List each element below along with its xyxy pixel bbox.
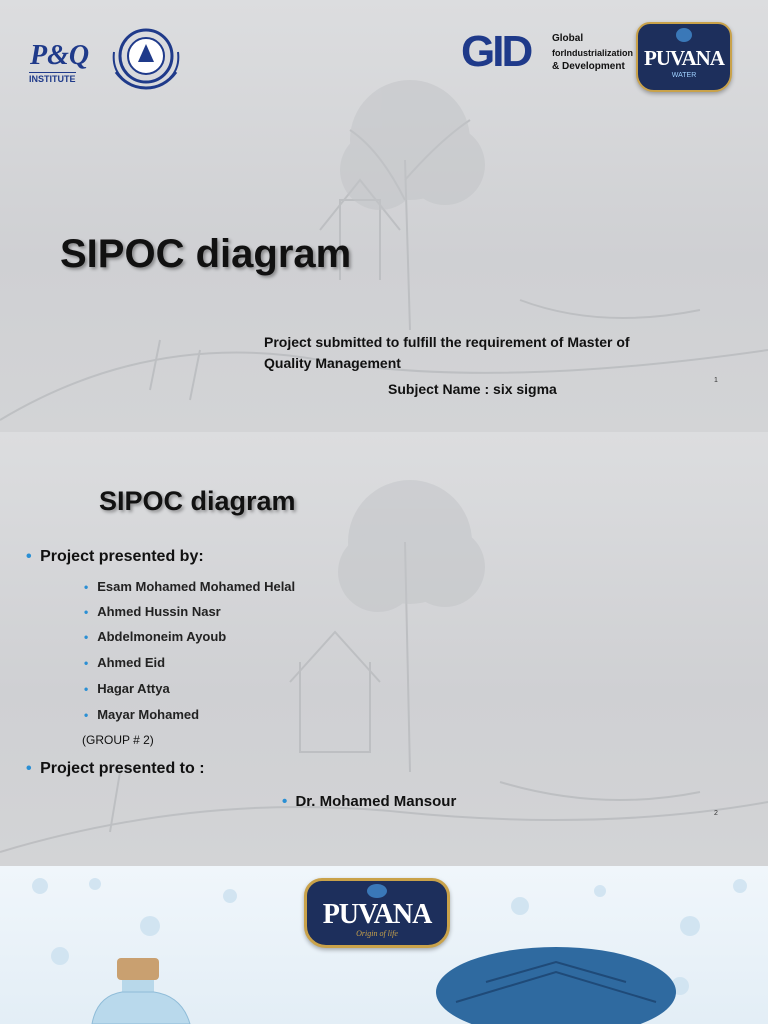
gid-logo-line-3: & Development	[552, 61, 625, 72]
slide-1	[0, 0, 768, 432]
slide-2	[0, 432, 768, 866]
bullet-icon: •	[84, 708, 89, 722]
bullet-icon: •	[84, 580, 89, 594]
project-description-line-2: Quality Management	[264, 355, 401, 371]
gid-logo-mark: GID	[461, 27, 531, 76]
puvana-brand-logo	[304, 878, 450, 948]
bullet-icon: •	[26, 760, 32, 777]
tree-icon	[426, 932, 686, 1024]
list-item	[84, 655, 165, 670]
list-item	[84, 579, 295, 594]
bullet-icon: •	[84, 605, 89, 619]
subject-name: Subject Name : six sigma	[388, 381, 557, 397]
puvana-tagline: Origin of life	[356, 929, 398, 938]
member-name: Ahmed Eid	[97, 655, 166, 670]
slide-1-title: SIPOC diagram	[60, 232, 352, 276]
bullet-icon: •	[26, 548, 32, 565]
bullet-icon: •	[84, 656, 89, 670]
bullet-icon: •	[84, 682, 89, 696]
page-number-1: 1	[714, 377, 718, 384]
water-bottle-image	[72, 956, 222, 1024]
list-item	[84, 604, 221, 619]
supervisor	[282, 793, 456, 810]
bullet-icon: •	[282, 793, 288, 810]
list-item	[84, 629, 226, 644]
gid-logo-line-2: forIndustrialization	[552, 48, 633, 58]
slide-3	[0, 866, 768, 1024]
presented-by-heading	[26, 548, 204, 566]
slide-2-title: SIPOC diagram	[99, 486, 296, 516]
member-name: Abdelmoneim Ayoub	[97, 629, 227, 644]
member-name: Esam Mohamed Mohamed Helal	[97, 579, 296, 594]
pq-institute-logo	[26, 40, 96, 86]
gid-logo	[461, 28, 631, 78]
member-name: Ahmed Hussin Nasr	[97, 604, 221, 619]
gid-logo-line-1: Global	[552, 33, 584, 44]
project-description	[264, 332, 630, 374]
puvana-logo-top	[636, 22, 732, 92]
pq-logo-subtext: INSTITUTE	[29, 74, 76, 84]
member-name: Hagar Attya	[97, 681, 170, 696]
puvana-logo-subtext: WATER	[671, 72, 697, 79]
group-label: (GROUP # 2)	[82, 733, 154, 747]
project-description-line-1: Project submitted to fulfill the requirement of Master of	[264, 334, 630, 350]
presented-to-label: Project presented to :	[40, 760, 205, 777]
list-item	[84, 681, 170, 696]
supervisor-name: Dr. Mohamed Mansour	[295, 793, 457, 810]
member-name: Mayar Mohamed	[97, 707, 200, 722]
presented-by-label: Project presented by:	[40, 548, 204, 565]
puvana-brand-text: PUVANA	[322, 899, 432, 930]
university-seal-icon	[108, 22, 184, 94]
pq-logo-text: P&Q	[30, 40, 90, 71]
presented-to-heading	[26, 760, 205, 778]
puvana-logo-text: PUVANA	[644, 46, 724, 70]
bullet-icon: •	[84, 630, 89, 644]
list-item	[84, 707, 199, 722]
gid-logo-text	[552, 32, 633, 74]
tree-icon	[676, 28, 692, 42]
page-number-2: 2	[714, 810, 718, 817]
tree-icon	[367, 884, 387, 898]
